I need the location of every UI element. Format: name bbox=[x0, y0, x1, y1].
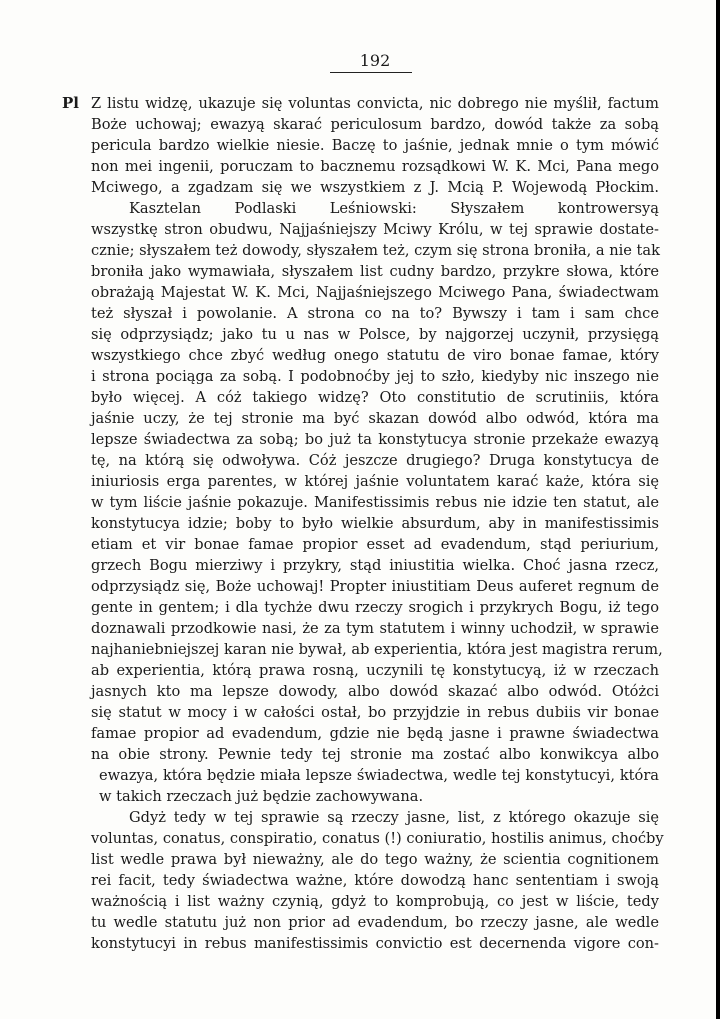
text-line: Kasztelan Podlaski Leśniowski: Słyszałem kontrowersyą bbox=[129, 200, 659, 217]
text-line: gente in gentem; i dla tychże dwu rzeczy srogich i przykrych Bogu, iż tego bbox=[91, 599, 659, 616]
text-line: wszystkiego chce zbyć według onego statutu de viro bonae famae, który bbox=[91, 347, 659, 364]
text-line: ab experientia, którą prawa rosną, uczynili tę konstytucyą, iż w rzeczach bbox=[91, 662, 659, 679]
text-line: tu wedle statutu już non prior ad evadendum, bo rzeczy jasne, ale wedle bbox=[91, 914, 659, 931]
body-text bbox=[91, 93, 664, 954]
text-line: etiam et vir bonae famae propior esset ad evadendum, stąd periurium, bbox=[91, 536, 659, 553]
text-line: Boże uchowaj; ewazyą skarać periculosum bardzo, dowód także za sobą bbox=[91, 116, 659, 133]
text-line: Mciwego, a zgadzam się we wszystkiem z J. Mcią P. Wojewodą Płockim. bbox=[91, 179, 659, 196]
text-line: odprzysiądz się, Boże uchowaj! Propter iniustitiam Deus auferet regnum de bbox=[91, 578, 659, 595]
text-line: na obie strony. Pewnie tedy tej stronie ma zostać albo konwikcya albo bbox=[91, 746, 659, 763]
text-line: Z listu widzę, ukazuje się voluntas convicta, nic dobrego nie myślił, factum bbox=[91, 95, 659, 112]
text-line: było więcej. A cóż takiego widzę? Oto constitutio de scrutiniis, która bbox=[91, 389, 659, 406]
text-line: ewazya, która będzie miała lepsze świadectwa, wedle tej konstytucyi, która bbox=[99, 767, 659, 784]
text-line: tę, na którą się odwoływa. Cóż jeszcze drugiego? Druga konstytucya de bbox=[91, 452, 659, 469]
text-line: lepsze świadectwa za sobą; bo już ta konstytucya stronie przekaże ewazyą bbox=[91, 431, 659, 448]
text-line: broniła jako wymawiała, słyszałem list cudny bardzo, przykre słowa, które bbox=[91, 263, 659, 280]
text-line: obrażają Majestat W. K. Mci, Najjaśniejszego Mciwego Pana, świadectwam bbox=[91, 284, 659, 301]
text-line: voluntas, conatus, conspiratio, conatus (!) coniuratio, hostilis animus, choćby bbox=[91, 830, 664, 847]
text-line: pericula bardzo wielkie niesie. Baczę to jaśnie, jednak mnie o tym mówić bbox=[91, 137, 659, 154]
margin-mark: Pl bbox=[62, 94, 79, 112]
text-line: non mei ingenii, poruczam to bacznemu rozsądkowi W. K. Mci, Pana mego bbox=[91, 158, 659, 175]
text-line: jasnych kto ma lepsze dowody, albo dowód skazać albo odwód. Otóżci bbox=[91, 683, 659, 700]
text-line: rei facit, tedy świadectwa ważne, które dowodzą hanc sententiam i swoją bbox=[91, 872, 659, 889]
page-number: 192 bbox=[359, 51, 391, 70]
text-line: grzech Bogu mierziwy i przykry, stąd iniustitia wielka. Choć jasna rzecz, bbox=[91, 557, 659, 574]
text-line: jaśnie uczy, że tej stronie ma być skazan dowód albo odwód, która ma bbox=[91, 410, 659, 427]
text-line: najhaniebniejszej karan nie bywał, ab experientia, która jest magistra rerum, bbox=[91, 641, 663, 658]
text-line: i strona pociąga za sobą. I podobnoćby jej to szło, kiedyby nic inszego nie bbox=[91, 368, 659, 385]
text-line: też słyszał i powolanie. A strona co na to? Bywszy i tam i sam chce bbox=[91, 305, 659, 322]
text-line: iniuriosis erga parentes, w której jaśnie voluntatem karać każe, która się bbox=[91, 473, 659, 490]
text-line: wszystkę stron obudwu, Najjaśniejszy Mciwy Królu, w tej sprawie dostate- bbox=[91, 221, 659, 238]
text-line: famae propior ad evadendum, gdzie nie będą jasne i prawne świadectwa bbox=[91, 725, 659, 742]
text-line: w tym liście jaśnie pokazuje. Manifestissimis rebus nie idzie ten statut, ale bbox=[91, 494, 659, 511]
text-line: konstytucyi in rebus manifestissimis convictio est decernenda vigore con- bbox=[91, 935, 659, 952]
text-line: Gdyż tedy w tej sprawie są rzeczy jasne, list, z którego okazuje się bbox=[129, 809, 659, 826]
scan-edge bbox=[716, 0, 720, 1019]
text-line: się odprzysiądz; jako tu u nas w Polsce, by najgorzej uczynił, przysięgą bbox=[91, 326, 659, 343]
text-line: się statut w mocy i w całości ostał, bo przyjdzie in rebus dubiis vir bonae bbox=[91, 704, 659, 721]
text-line: w takich rzeczach już będzie zachowywana. bbox=[99, 788, 424, 805]
text-line: cznie; słyszałem też dowody, słyszałem też, czym się strona broniła, a nie tak bbox=[91, 242, 660, 259]
text-line: doznawali przodkowie nasi, że za tym statutem i winny uchodził, w sprawie bbox=[91, 620, 659, 637]
text-line: list wedle prawa był nieważny, ale do tego ważny, że scientia cognitionem bbox=[91, 851, 659, 868]
text-line: ważnością i list ważny czynią, gdyż to komprobują, co jest w liście, tedy bbox=[91, 893, 659, 910]
text-line: konstytucya idzie; boby to było wielkie absurdum, aby in manifestissimis bbox=[91, 515, 659, 532]
header-rule bbox=[330, 72, 412, 73]
